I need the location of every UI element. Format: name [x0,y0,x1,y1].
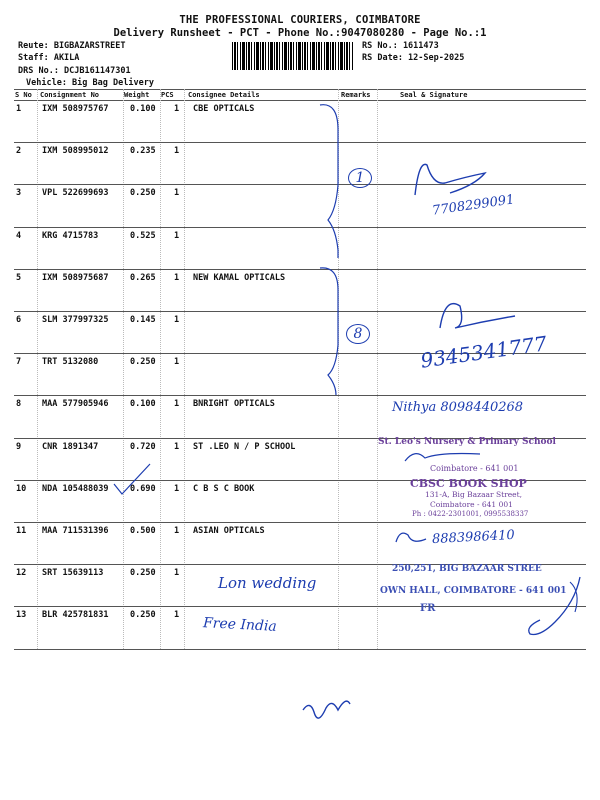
row-divider [14,227,586,228]
row-weight: 0.100 [130,399,156,410]
staff: Staff: AKILA [18,53,80,63]
row-details: BNRIGHT OPTICALS [193,399,275,410]
signature-5 [515,572,590,647]
row-sno: 6 [16,315,22,325]
handwritten-note-12: Lon wedding [218,574,317,592]
school-stamp-name: St. Leo's Nursery & Primary School [378,437,556,447]
row-sno: 10 [16,483,27,494]
handwritten-name-phone: Nithya 8098440268 [392,400,524,415]
col-pcs: PCS [161,91,174,99]
cbsc-stamp-name: CBSC BOOK SHOP [410,477,527,490]
row-weight: 0.250 [130,610,156,621]
row-consignment: NDA 105488039 [42,483,109,494]
bracket-marks [318,100,348,400]
row-pcs: 1 [174,399,180,410]
handwritten-phone-3: 8883986410 [431,527,516,548]
row-sno: 5 [16,272,22,283]
runsheet-subtitle: Delivery Runsheet - PCT - Phone No.:9047080280 - Page No.:1 [113,27,487,39]
row-consignment: IXM 508995012 [42,146,109,157]
row-weight: 0.100 [130,104,156,114]
row-details: NEW KAMAL OPTICALS [193,272,286,283]
row-sno: 9 [16,441,22,452]
row-weight: 0.145 [130,315,156,325]
row-divider [14,522,586,523]
remark-circle-2: 8 [346,324,370,344]
row-consignment: KRG 4715783 [42,230,99,241]
row-consignment: BLR 425781831 [42,610,109,621]
row-weight: 0.250 [130,357,156,368]
col-sno: S No [15,91,32,99]
row-pcs: 1 [174,441,180,452]
handwritten-phone-2: 9345341777 [418,331,549,373]
row-details: C B S C BOOK [193,483,255,494]
col-seal: Seal & Signature [400,91,468,99]
fr-stamp: FR [420,603,436,614]
row-sno: 11 [16,526,27,536]
signature-4 [392,527,432,549]
row-weight: 0.250 [130,188,156,199]
row-sno: 8 [16,399,22,410]
row-divider [14,142,586,143]
row-divider [14,606,586,607]
row-weight: 0.525 [130,230,156,241]
rs-date: RS Date: 12-Sep-2025 [362,53,465,63]
cbsc-stamp-phone: Ph : 0422-2301001, 0995538337 [412,510,529,518]
check-mark [110,462,155,497]
row-pcs: 1 [174,483,180,494]
row-details: ASIAN OPTICALS [193,526,265,536]
bazaar-stamp: 250,251, BIG BAZAAR STREE [392,564,542,574]
company-title: THE PROFESSIONAL COURIERS, COIMBATORE [179,14,421,26]
row-sno: 4 [16,230,22,241]
col-remarks: Remarks [341,91,371,99]
row-consignment: TRT 5132080 [42,357,99,368]
row-weight: 0.265 [130,272,156,283]
cbsc-stamp-addr2: Coimbatore - 641 001 [430,500,513,509]
row-weight: 0.500 [130,526,156,536]
col-details: Consignee Details [188,91,260,99]
row-pcs: 1 [174,104,180,114]
header-divider [14,100,586,101]
col-consignment: Consignment No [40,91,100,99]
row-sno: 12 [16,568,27,579]
row-consignment: IXM 508975767 [42,104,109,114]
row-weight: 0.690 [130,483,156,494]
row-consignment: SRT 15639113 [42,568,104,579]
row-weight: 0.250 [130,568,156,579]
row-pcs: 1 [174,272,180,283]
row-sno: 2 [16,146,22,157]
row-divider [14,269,586,270]
row-pcs: 1 [174,230,180,241]
row-sno: 13 [16,610,27,621]
col-weight: Weight [124,91,150,99]
row-pcs: 1 [174,315,180,325]
signature-3 [400,446,490,466]
row-consignment: CNR 1891347 [42,441,99,452]
row-sno: 3 [16,188,22,199]
row-details: CBE OPTICALS [193,104,255,114]
table-top-border [14,89,586,90]
townhall-stamp: OWN HALL, COIMBATORE - 641 001 [380,586,567,596]
row-weight: 0.235 [130,146,156,157]
row-consignment: SLM 377997325 [42,315,109,325]
school-stamp-address: Coimbatore - 641 001 [430,464,519,473]
row-details: ST .LEO N / P SCHOOL [193,441,296,452]
vehicle: Vehicle: Big Bag Delivery [26,78,154,88]
row-sno: 7 [16,357,22,368]
cbsc-stamp-addr1: 131-A, Big Bazaar Street, [425,490,522,499]
barcode [232,42,354,70]
handwritten-note-13: Free India [202,615,278,635]
row-pcs: 1 [174,146,180,157]
row-pcs: 1 [174,188,180,199]
handwritten-phone-1: 7708299091 [431,192,516,219]
row-consignment: MAA 711531396 [42,526,109,536]
row-weight: 0.720 [130,441,156,452]
table-bottom-border [14,649,586,650]
row-pcs: 1 [174,568,180,579]
signature-1 [405,155,515,200]
row-pcs: 1 [174,357,180,368]
row-consignment: IXM 508975687 [42,272,109,283]
rs-number: RS No.: 1611473 [362,41,439,51]
row-divider [14,395,586,396]
bottom-signature [298,690,358,735]
row-pcs: 1 [174,610,180,621]
route: Reute: BIGBAZARSTREET [18,41,126,51]
row-sno: 1 [16,104,22,114]
drs-number: DRS No.: DCJB161147301 [18,66,131,76]
row-pcs: 1 [174,526,180,536]
row-consignment: MAA 577905946 [42,399,109,410]
remark-circle-1: 1 [348,168,372,188]
row-consignment: VPL 522699693 [42,188,109,199]
